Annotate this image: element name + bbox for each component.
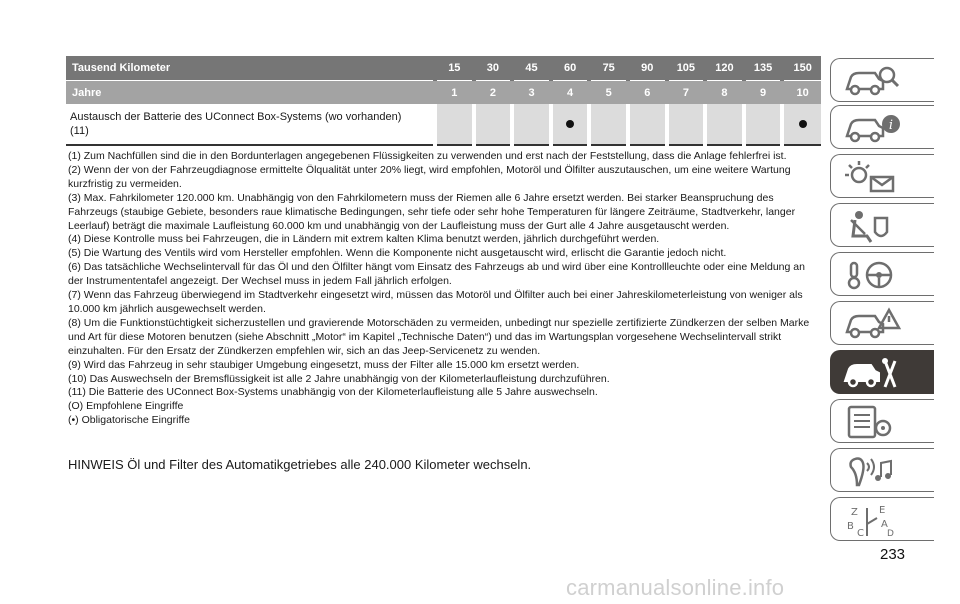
row-label <box>66 104 435 145</box>
multimedia-icon <box>841 453 901 489</box>
header-km-cell: 150 <box>782 56 821 81</box>
header-km-cell: 120 <box>705 56 744 81</box>
header-km-cell: 105 <box>667 56 706 81</box>
footnote: (4) Diese Kontrolle muss bei Fahrzeugen, die in Ländern mit extrem kalten Klima benutzt werden, jährlich durchgeführt werden. <box>68 233 660 246</box>
header-years-label: Jahre <box>66 81 435 105</box>
watermark: carmanualsonline.info <box>566 575 785 600</box>
tab-index[interactable] <box>830 497 934 541</box>
footnote: (3) Max. Fahrkilometer 120.000 km. Unabhängig von den Fahrkilometern muss der Riemen alle 6 Jahre ersetzt werden. Bei starker Beanspruchung des Fahrzeugs (staubige Gebiete, besonders raue klimatische Bedingungen, sehr tiefe oder sehr hohe Temperaturen für längere Zeiträume, Stadtverkehr, langer Leerlauf) beträgt die maximale Laufleistung 60.000 km und unabhängig von der Laufleistung muss der Gurt alle 4 Jahre ausgetauscht werden. <box>68 191 796 232</box>
table-row <box>66 104 821 145</box>
footnote: (7) Wenn das Fahrzeug überwiegend im Stadtverkehr eingesetzt wird, müssen das Motoröl und Ölfilter auch bei einer Jahreskilometerleistung von weniger als 10.000 km jährlich ausgewechselt werden. <box>68 289 803 315</box>
footnote: (5) Die Wartung des Ventils wird vom Hersteller empfohlen. Wenn die Komponente nicht ausgetauscht wird, erlischt die Garantie jedoch nicht. <box>68 247 727 260</box>
header-year-cell: 3 <box>512 81 551 105</box>
emergency-icon <box>841 306 901 342</box>
table-header-years <box>66 81 821 105</box>
row-mark-cell <box>628 104 667 145</box>
header-year-cell: 8 <box>705 81 744 105</box>
header-km-cell: 30 <box>474 56 513 81</box>
tab-multimedia[interactable] <box>830 448 934 492</box>
footnote: (11) Die Batterie des UConnect Box-Systems unabhängig von der Kilometerlaufleistung alle 5 Jahre auswechseln. <box>68 386 598 399</box>
mandatory-dot-icon <box>566 120 574 128</box>
footnote: (•) Obligatorische Eingriffe <box>68 414 190 427</box>
footnote: (10) Das Auswechseln der Bremsflüssigkeit ist alle 2 Jahre unabhängig von der Kilometerlaufleistung durchzuführen. <box>68 372 610 385</box>
svg-text:i: i <box>888 118 894 133</box>
header-year-cell: 9 <box>744 81 783 105</box>
header-year-cell: 7 <box>667 81 706 105</box>
header-year-cell: 4 <box>551 81 590 105</box>
header-year-cell: 5 <box>589 81 628 105</box>
header-km-cell: 45 <box>512 56 551 81</box>
tab-technical-data[interactable] <box>830 399 934 443</box>
header-km-label: Tausend Kilometer <box>66 56 435 81</box>
row-mark-cell <box>512 104 551 145</box>
row-mark-cell <box>589 104 628 145</box>
tab-start-drive[interactable] <box>830 252 934 296</box>
car-info-icon <box>841 110 901 146</box>
start-drive-icon <box>841 257 901 293</box>
row-mark-cell <box>551 104 590 145</box>
dashboard-lights-icon <box>841 159 901 195</box>
maintenance-icon <box>841 355 901 391</box>
tab-seat-safety[interactable] <box>830 203 934 247</box>
index-icon <box>841 502 901 538</box>
row-mark-cell <box>744 104 783 145</box>
header-year-cell: 2 <box>474 81 513 105</box>
footnotes <box>68 150 820 428</box>
header-year-cell: 6 <box>628 81 667 105</box>
mandatory-dot-icon <box>799 120 807 128</box>
header-km-cell: 135 <box>744 56 783 81</box>
row-mark-cell <box>782 104 821 145</box>
footnote: (8) Um die Funktionstüchtigkeit sicherzustellen und gravierende Motorschäden zu vermeiden, unbedingt nur spezielle zertifizierte Zündkerzen der selben Marke und Art für diese Motoren benutzen (siehe Abschnitt „Motor“ im Kapitel „Technische Daten“) und das im Wartungsplan vorgesehene Wechselintervall strikt einzuhalten. Für den Ersatz der Zündkerzen empfehlen wir, sich an das Jeep-Servicenetz zu wenden. <box>68 316 810 357</box>
svg-text:D: D <box>887 529 894 538</box>
svg-text:E: E <box>879 505 886 516</box>
row-label-note: (11) <box>70 125 89 137</box>
row-mark-cell <box>667 104 706 145</box>
page-number: 233 <box>880 546 906 563</box>
header-km-cell: 60 <box>551 56 590 81</box>
tab-car-info[interactable] <box>830 105 934 149</box>
svg-text:Z: Z <box>851 507 858 518</box>
seat-safety-icon <box>841 208 901 244</box>
table-header-km <box>66 56 821 81</box>
hinweis-note: HINWEIS Öl und Filter des Automatikgetriebes alle 240.000 Kilometer wechseln. <box>68 457 532 472</box>
header-km-cell: 15 <box>435 56 474 81</box>
tab-emergency[interactable] <box>830 301 934 345</box>
tab-car-search[interactable] <box>830 58 934 102</box>
car-search-icon <box>841 63 901 99</box>
footnote: (O) Empfohlene Eingriffe <box>68 400 184 413</box>
header-km-cell: 90 <box>628 56 667 81</box>
svg-text:B: B <box>847 521 854 532</box>
row-label-line: Austausch der Batterie des UConnect Box-Systems (wo vorhanden) <box>70 111 402 123</box>
tab-maintenance[interactable] <box>830 350 934 394</box>
header-year-cell: 10 <box>782 81 821 105</box>
header-year-cell: 1 <box>435 81 474 105</box>
footnote: (1) Zum Nachfüllen sind die in den Bordunterlagen angegebenen Flüssigkeiten zu verwenden und erst nach der Feststellung, dass die Anlage fehlerfrei ist. <box>68 150 787 162</box>
technical-data-icon <box>841 404 901 440</box>
svg-text:A: A <box>881 519 888 530</box>
row-mark-cell <box>474 104 513 145</box>
tab-dashboard-lights[interactable] <box>830 154 934 198</box>
svg-text:C: C <box>857 528 864 538</box>
footnote: (6) Das tatsächliche Wechselintervall für das Öl und den Ölfilter hängt vom Einsatz des Fahrzeugs ab und wird über eine Kontrollleuchte oder eine Meldung an der Instrumententafel angezeigt. Der Wechsel muss in jedem Fall jährlich erfolgen. <box>68 261 805 288</box>
footnote: (9) Wird das Fahrzeug in sehr staubiger Umgebung eingesetzt, muss der Filter alle 15.000 km ersetzt werden. <box>68 358 580 371</box>
row-mark-cell <box>435 104 474 145</box>
header-km-cell: 75 <box>589 56 628 81</box>
row-mark-cell <box>705 104 744 145</box>
footnote: (2) Wenn der von der Fahrzeugdiagnose ermittelte Ölqualität unter 20% liegt, wird empfohlen, Motoröl und Ölfilter auszutauschen, um eine weitere Wartung kurzfristig zu vermeiden. <box>68 163 791 190</box>
maintenance-table <box>66 56 821 146</box>
